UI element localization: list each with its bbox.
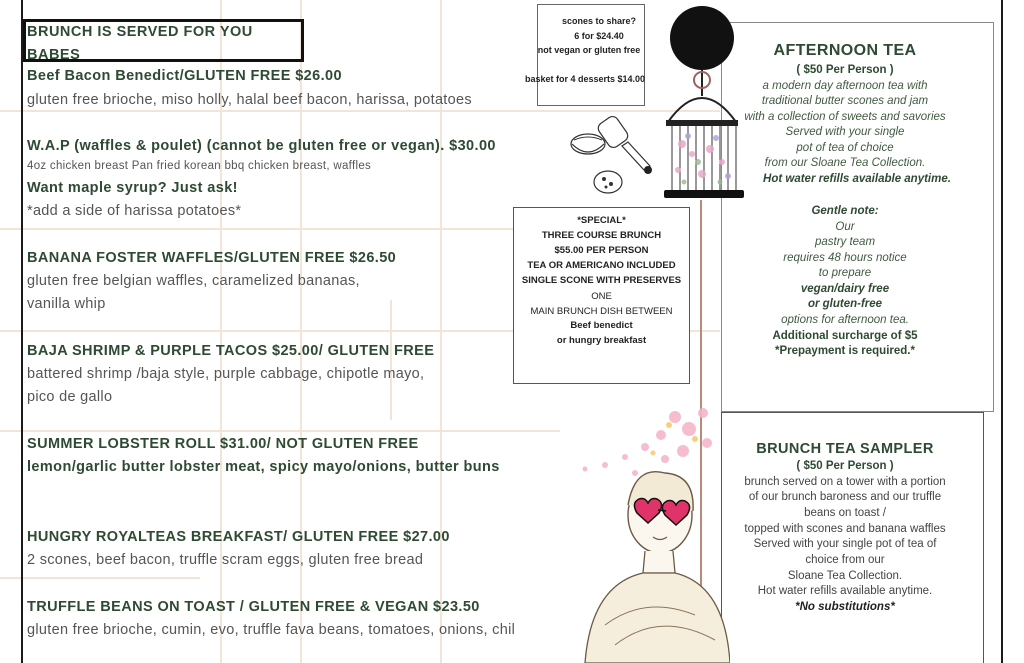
menu-item-desc: gluten free brioche, miso holly, halal beef bacon, harissa, potatoes <box>27 92 472 108</box>
afternoon-tea-line: with a collection of sweets and savories <box>744 111 946 123</box>
menu-item-heading: W.A.P (waffles & poulet) (cannot be gluten free or vegan). $30.00 <box>27 138 496 154</box>
special-line: or hungry breakfast <box>556 335 647 346</box>
special-price: $55.00 PER PERSON <box>554 245 649 256</box>
special-line: MAIN BRUNCH DISH BETWEEN <box>530 306 673 317</box>
sampler-line: topped with scones and banana waffles <box>744 523 946 535</box>
special-line: THREE COURSE BRUNCH <box>541 230 662 241</box>
afternoon-tea-line: traditional butter scones and jam <box>761 95 929 107</box>
sampler-line: of our brunch baroness and our truffle <box>748 491 942 503</box>
sampler-line: beans on toast / <box>804 507 886 519</box>
gentle-note-line: Our <box>835 221 855 233</box>
menu-item-desc: vanilla whip <box>27 296 106 312</box>
sampler-title: BRUNCH TEA SAMPLER <box>756 441 934 457</box>
sampler-no-substitutions: *No substitutions* <box>795 601 895 613</box>
menu-item-desc: battered shrimp /baja style, purple cabbage, chipotle mayo, <box>27 366 425 382</box>
menu-item-heading: HUNGRY ROYALTEAS BREAKFAST/ GLUTEN FREE $27.00 <box>27 529 450 545</box>
sampler-line: Served with your single pot of tea of <box>753 538 937 550</box>
menu-item-extra: lemon/garlic butter lobster meat, spicy mayo/onions, butter buns <box>27 459 500 475</box>
afternoon-tea-line: a modern day afternoon tea with <box>762 80 928 92</box>
menu-item-desc: 2 scones, beef bacon, truffle scram eggs, gluten free bread <box>27 552 424 568</box>
gentle-note-line: requires 48 hours notice <box>783 252 907 264</box>
grid-line <box>0 577 200 579</box>
scones-price: 6 for $24.40 <box>574 31 624 41</box>
sampler-price: ( $50 Per Person ) <box>796 460 894 472</box>
menu-item-note: 4oz chicken breast Pan fried korean bbq chicken breast, waffles <box>27 160 372 172</box>
menu-item-heading: Beef Bacon Benedict/GLUTEN FREE $26.00 <box>27 68 342 84</box>
gentle-note-line: options for afternoon tea. <box>781 314 909 326</box>
grid-line <box>0 430 560 432</box>
tea-doodle-icon <box>566 112 661 207</box>
sampler-line: Hot water refills available anytime. <box>757 585 933 597</box>
scones-note: not vegan or gluten free <box>537 45 641 55</box>
menu-item-desc: gluten free brioche, cumin, evo, truffle fava beans, tomatoes, onions, chil <box>27 622 516 638</box>
menu-item-desc: *add a side of harissa potatoes* <box>27 203 242 219</box>
afternoon-tea-line: from our Sloane Tea Collection. <box>764 157 926 169</box>
afternoon-tea-price: ( $50 Per Person ) <box>796 64 894 76</box>
sampler-line: brunch served on a tower with a portion <box>744 476 946 488</box>
scones-line: scones to share? <box>561 16 637 26</box>
gentle-note-line: to prepare <box>818 267 872 279</box>
gentle-note-line: pastry team <box>814 236 876 248</box>
dessert-basket: basket for 4 desserts $14.00 <box>524 74 646 84</box>
gentle-note-line: vegan/dairy free <box>800 283 890 295</box>
gentle-note-title: Gentle note: <box>811 205 879 217</box>
menu-item-desc: gluten free belgian waffles, caramelized bananas, <box>27 273 360 289</box>
menu-item-heading: BAJA SHRIMP & PURPLE TACOS $25.00/ GLUTEN FREE <box>27 343 435 359</box>
menu-item-heading: BANANA FOSTER WAFFLES/GLUTEN FREE $26.50 <box>27 250 397 266</box>
special-line: Beef benedict <box>570 320 633 331</box>
menu-item-extra: Want maple syrup? Just ask! <box>27 180 238 196</box>
right-frame-border <box>1001 0 1003 663</box>
special-line: ONE <box>591 291 612 302</box>
surcharge-note: Additional surcharge of $5 <box>772 330 918 342</box>
special-title: *SPECIAL* <box>577 215 626 226</box>
grid-line <box>0 228 560 230</box>
afternoon-tea-title: AFTERNOON TEA <box>773 42 917 59</box>
special-line: TEA OR AMERICANO INCLUDED <box>527 260 676 271</box>
menu-item-desc: pico de gallo <box>27 389 113 405</box>
prepayment-note: *Prepayment is required.* <box>775 345 915 357</box>
page-title: BRUNCH IS SERVED FOR YOU BABES <box>27 24 253 63</box>
grid-line <box>390 300 392 420</box>
menu-item-heading: SUMMER LOBSTER ROLL $31.00/ NOT GLUTEN FREE <box>27 436 419 452</box>
afternoon-tea-line: pot of tea of choice <box>796 142 894 154</box>
gentle-note-line: or gluten-free <box>807 298 883 310</box>
afternoon-tea-line: Served with your single <box>785 126 905 138</box>
statue-illustration-icon <box>565 395 730 663</box>
sampler-line: Sloane Tea Collection. <box>787 570 903 582</box>
afternoon-tea-line: Hot water refills available anytime. <box>763 173 951 185</box>
sampler-line: choice from our <box>805 554 885 566</box>
menu-item-heading: TRUFFLE BEANS ON TOAST / GLUTEN FREE & VEGAN $23.50 <box>27 599 480 615</box>
left-frame-border <box>21 0 23 663</box>
special-line: SINGLE SCONE WITH PRESERVES <box>521 275 682 286</box>
